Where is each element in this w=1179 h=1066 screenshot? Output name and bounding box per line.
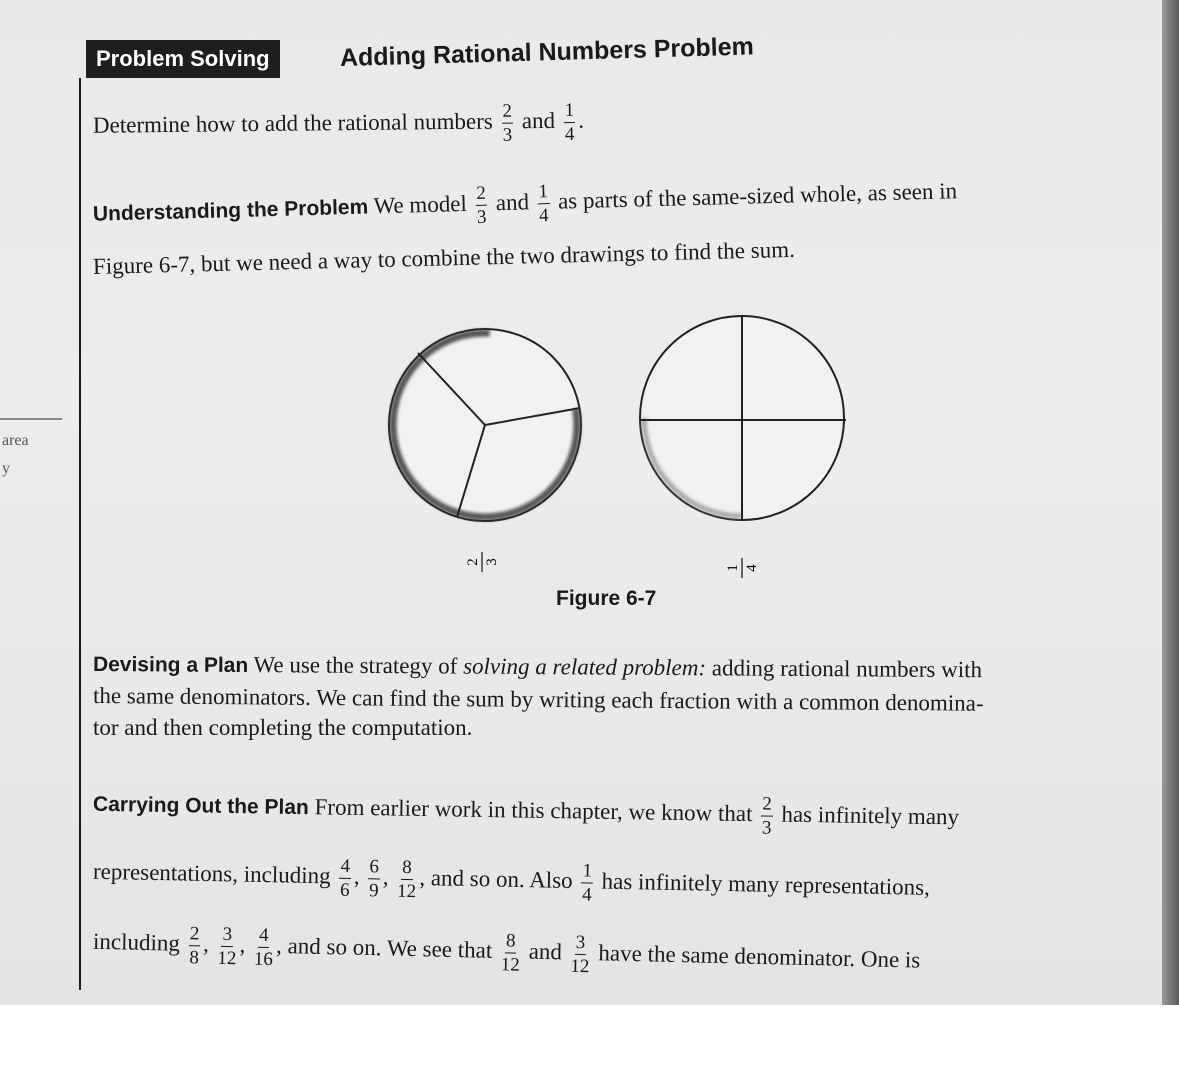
plan-line-1: [93, 649, 982, 686]
carrying-line3-text-b: and so on. We see that: [287, 933, 493, 963]
intro-end: .: [578, 107, 585, 133]
fraction-two-eighths: $\frac{2}{8}$: [189, 923, 200, 969]
understanding-line-1: [92, 171, 957, 237]
label-one-fourth: [725, 558, 760, 578]
carrying-line-2: representations, including $\frac{4}{6}$ , $\frac{6}{9}$ , $\frac{8}{12}$ , and so on. Also $\frac{1}{4}$ has infinitely many representations,: [92, 855, 931, 906]
carrying-line2-text: representations, including: [92, 858, 331, 889]
understanding-text-cont: as parts of the same-sized whole, as seen in: [557, 178, 958, 214]
understanding-text: We model: [373, 190, 468, 219]
plan-label: Devising a Plan: [92, 653, 249, 678]
fraction-three-twelfths: $\frac{3}{12}$: [217, 923, 237, 970]
svg-text:4: 4: [744, 564, 760, 572]
fraction-four-sixths: $\frac{4}{6}$: [339, 855, 351, 901]
fraction-eight-twelfths: $\frac{8}{12}$: [396, 856, 417, 903]
plan-line-3: [93, 713, 472, 743]
svg-text:3: 3: [484, 558, 500, 566]
fraction-two-thirds: $\frac{2}{3}$: [476, 182, 487, 228]
understanding-text-end: Figure 6-7, but we need a way to combine the two drawings to find the sum.: [92, 236, 796, 279]
carrying-line3-and: and: [528, 938, 563, 965]
understanding-label: Understanding the Problem: [92, 195, 369, 226]
carrying-text: From earlier work in this chapter, we know that: [314, 794, 753, 827]
intro-and: and: [521, 107, 556, 134]
svg-text:1: 1: [725, 564, 741, 572]
margin-text: area: [2, 432, 29, 449]
circle-two-thirds: [389, 329, 581, 572]
fraction-two-thirds: $\frac{2}{3}$: [761, 793, 773, 839]
section-rule: [79, 78, 81, 990]
fraction-eight-twelfths: $\frac{8}{12}$: [500, 930, 520, 976]
plan-text: We use the strategy of: [253, 652, 458, 679]
problem-solving-label: Problem Solving: [86, 40, 280, 78]
fraction-one-fourth: $\frac{1}{4}$: [538, 181, 549, 227]
carrying-line3-text-d: have the same denominator. One is: [598, 940, 921, 973]
label-two-thirds: [465, 552, 500, 572]
carrying-text-cont: has infinitely many: [781, 801, 960, 830]
carrying-line2-text-c: has infinitely many representations,: [601, 868, 931, 900]
figure-caption: Figure 6-7: [556, 587, 657, 610]
plan-text-cont: adding rational numbers with: [711, 655, 983, 683]
plan-text-line3: tor and then completing the computation.: [93, 715, 473, 740]
circle-one-fourth: [640, 316, 846, 578]
fraction-two-thirds: $\frac{2}{3}$: [502, 100, 513, 146]
understanding-line-2: [93, 235, 796, 282]
carrying-label: Carrying Out the Plan: [92, 792, 310, 820]
carrying-line2-text-b: and so on. Also: [430, 865, 573, 893]
figure-6-7: [380, 300, 860, 585]
fraction-six-ninths: $\frac{6}{9}$: [368, 856, 380, 902]
carrying-line-3: including $\frac{2}{8}$ , $\frac{3}{12}$ , $\frac{4}{16}$ , and so on. We see that $\frac{8}{12}$ and $\frac{3}{12}$ have the same denominator. One is: [92, 923, 921, 978]
plan-emphasis: solving a related problem:: [463, 653, 707, 681]
carrying-line3-text: including: [92, 928, 181, 956]
margin-rule: [0, 418, 62, 420]
fraction-one-fourth: $\frac{1}{4}$: [564, 99, 575, 146]
carrying-line-1: [93, 784, 960, 841]
fraction-three-twelfths: $\frac{3}{12}$: [570, 931, 590, 978]
intro-line: [93, 101, 584, 149]
plan-text-line2: the same denominators. We can find the sum by writing each fraction with a common denomina-: [92, 683, 984, 716]
fraction-one-fourth: $\frac{1}{4}$: [581, 860, 593, 906]
fraction-four-sixteenths: $\frac{4}{16}$: [253, 924, 274, 971]
understanding-and: and: [495, 189, 530, 216]
book-spine: [1162, 0, 1179, 1005]
problem-title: Adding Rational Numbers Problem: [339, 32, 755, 72]
intro-text: Determine how to add the rational numbers: [92, 108, 493, 138]
svg-text:2: 2: [465, 558, 481, 566]
margin-text-fragment: y: [2, 460, 10, 477]
